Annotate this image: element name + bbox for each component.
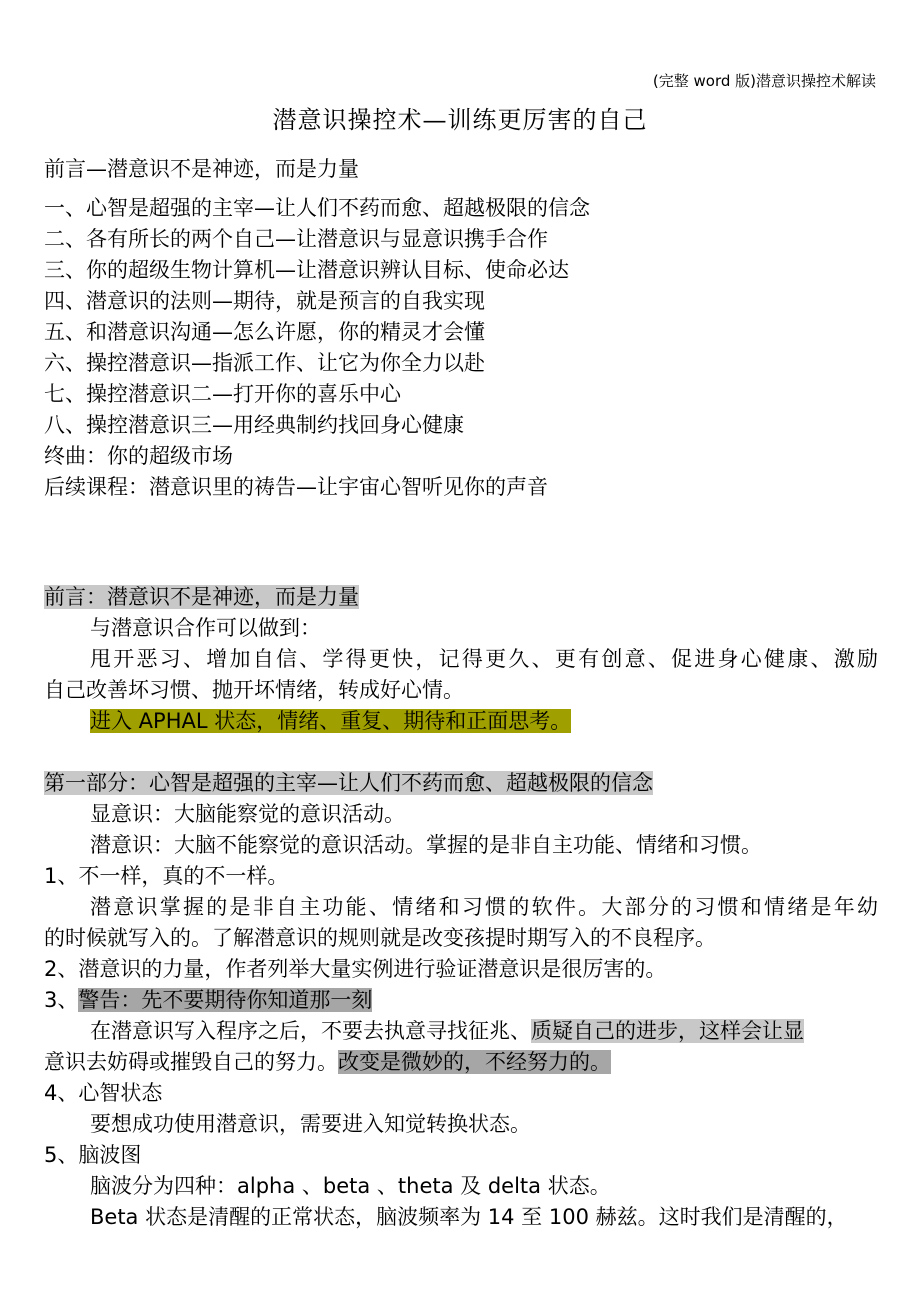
conscious-definition: 显意识：大脑能察觉的意识活动。: [90, 802, 405, 826]
toc-item: 六、操控潜意识—指派工作、让它为你全力以赴: [44, 351, 485, 375]
toc-item: 五、和潜意识沟通—怎么许愿，你的精灵才会懂: [44, 320, 485, 344]
section-3-title-line: [44, 985, 878, 1016]
section-1-paragraph-line: 的时候就写入的。了解潜意识的规则就是改变孩提时期写入的不良程序。: [44, 926, 716, 950]
section-1-title: 1、不一样，真的不一样。: [44, 864, 289, 888]
section-5-title: 5、脑波图: [44, 1143, 142, 1167]
document-title: 潜意识操控术—训练更厉害的自己: [272, 106, 648, 134]
part1-section: [44, 768, 878, 1233]
preface-paragraph-line: 自己改善坏习惯、抛开坏情绪，转成好心情。: [44, 678, 464, 702]
section-3-highlight: 质疑自己的进步，这样会让显: [531, 1019, 804, 1043]
section-3-paragraph-line: [44, 1016, 878, 1047]
section-3-paragraph-line: [44, 1047, 878, 1078]
toc-item: 终曲：你的超级市场: [44, 444, 233, 468]
section-3-highlight: 改变是微妙的，不经努力的。: [338, 1050, 611, 1074]
toc-item: 三、你的超级生物计算机—让潜意识辨认目标、使命必达: [44, 258, 569, 282]
preface-section: [44, 582, 878, 737]
section-2-title: 2、潜意识的力量，作者列举大量实例进行验证潜意识是很厉害的。: [44, 957, 667, 981]
preface-paragraph-line: 甩开恶习、增加自信、学得更快，记得更久、更有创意、促进身心健康、激励: [90, 647, 878, 671]
part1-heading: 第一部分：心智是超强的主宰—让人们不药而愈、超越极限的信念: [44, 771, 653, 795]
preface-heading: 前言：潜意识不是神迹，而是力量: [44, 585, 359, 609]
section-3-title: 警告：先不要期待你知道那一刻: [78, 988, 373, 1012]
section-1-paragraph-line: 潜意识掌握的是非自主功能、情绪和习惯的软件。大部分的习惯和情绪是年幼: [90, 895, 878, 919]
header-note: (完整 word 版)潜意识操控术解读: [652, 72, 876, 90]
section-4-title: 4、心智状态: [44, 1081, 163, 1105]
toc-item: 四、潜意识的法则—期待，就是预言的自我实现: [44, 289, 485, 313]
toc-item: 八、操控潜意识三—用经典制约找回身心健康: [44, 413, 464, 437]
section-5-paragraph-line: Beta 状态是清醒的正常状态，脑波频率为 14 至 100 赫兹。这时我们是清醒的，: [90, 1205, 848, 1229]
toc-item: 七、操控潜意识二—打开你的喜乐中心: [44, 382, 401, 406]
toc-item: 一、心智是超强的主宰—让人们不药而愈、超越极限的信念: [44, 196, 590, 220]
section-3-text: 意识去妨碍或摧毁自己的努力。: [44, 1050, 338, 1074]
section-5-paragraph-line: 脑波分为四种：alpha 、beta 、theta 及 delta 状态。: [90, 1174, 611, 1198]
toc-item: 后续课程：潜意识里的祷告—让宇宙心智听见你的声音: [44, 475, 548, 499]
section-4-paragraph: 要想成功使用潜意识，需要进入知觉转换状态。: [90, 1112, 531, 1136]
toc-item: 二、各有所长的两个自己—让潜意识与显意识携手合作: [44, 227, 548, 251]
preface-highlight: 进入 APHAL 状态，情绪、重复、期待和正面思考。: [90, 709, 572, 733]
subconscious-definition: 潜意识：大脑不能察觉的意识活动。掌握的是非自主功能、情绪和习惯。: [90, 833, 762, 857]
table-of-contents: [44, 154, 878, 503]
document-body: [44, 154, 878, 1233]
toc-item: 前言—潜意识不是神迹，而是力量: [44, 157, 359, 181]
preface-intro: 与潜意识合作可以做到：: [90, 616, 321, 640]
section-3-number: 3、: [44, 988, 79, 1012]
section-3-text: 在潜意识写入程序之后，不要去执意寻找征兆、: [90, 1019, 531, 1043]
